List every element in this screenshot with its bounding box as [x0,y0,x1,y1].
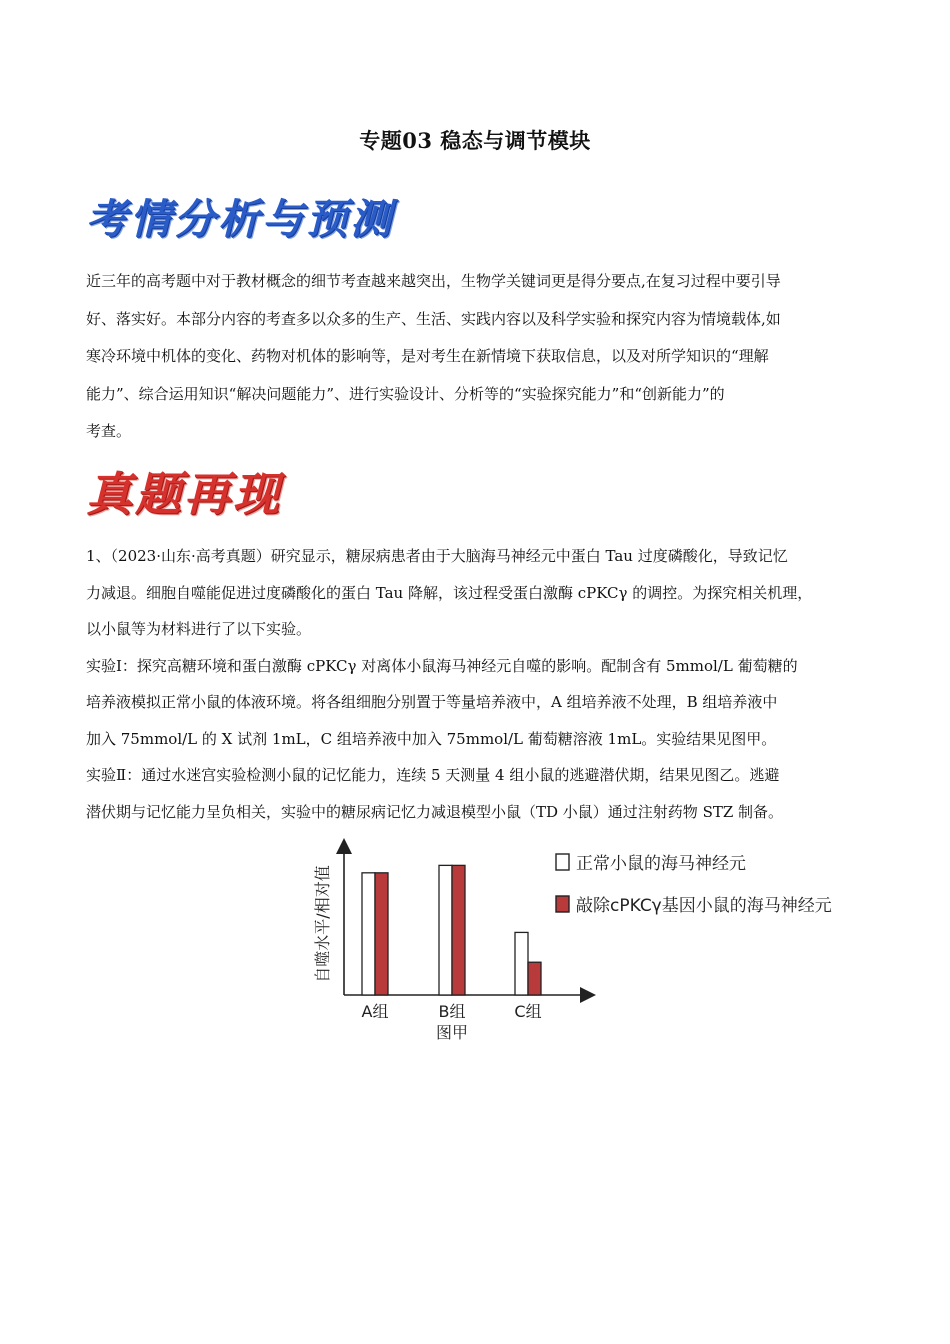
legend-swatch-normal [556,854,569,870]
intro-line: 近三年的高考题中对于教材概念的细节考查越来越突出，生物学关键词更是得分要点,在复习过程中要引导 [86,272,781,290]
question-paragraph [86,538,866,830]
question-line: 力减退。细胞自噬能促进过度磷酸化的蛋白 Tau 降解，该过程受蛋白激酶 cPKCγ 的调控。为探究相关机理， [86,583,813,602]
bar-knockout-b [452,865,465,995]
question-line: 实验Ⅰ：探究高糖环境和蛋白激酶 cPKCγ 对离体小鼠海马神经元自噬的影响。配制含有 5mmol/L 葡萄糖的 [86,656,798,675]
bar-knockout-c [528,962,541,995]
legend-swatch-knockout [556,896,569,912]
question-line: 1、（2023·山东·高考真题）研究显示，糖尿病患者由于大脑海马神经元中蛋白 Tau 过度磷酸化，导致记忆 [86,547,788,565]
bar-normal-b [439,865,452,995]
question-line: 实验Ⅱ：通过水迷宫实验检测小鼠的记忆能力，连续 5 天测量 4 组小鼠的逃避潜伏期，结果见图乙。逃避 [86,766,780,784]
tick-label-b: B组 [438,1002,466,1021]
tick-label-a: A组 [361,1002,389,1021]
figure-jia-bar-chart [300,838,880,1048]
intro-paragraph [86,263,866,451]
bar-knockout-a [375,873,388,995]
y-axis-label: 自噬水平/相对值 [313,865,332,983]
section-banner-analysis: 考情分析与预测 [86,195,394,243]
question-line: 潜伏期与记忆能力呈负相关，实验中的糖尿病记忆力减退模型小鼠（TD 小鼠）通过注射药物 STZ 制备。 [86,802,784,821]
page-title: 专题03 稳态与调节模块 [359,128,591,153]
section-banner-past-exams: 真题再现 [86,467,282,521]
intro-line: 好、落实好。本部分内容的考查多以众多的生产、生活、实践内容以及科学实验和探究内容为情境载体,如 [86,309,781,328]
question-line: 培养液模拟正常小鼠的体液环境。将各组细胞分别置于等量培养液中，A 组培养液不处理，B 组培养液中 [86,693,778,711]
question-line: 加入 75mmol/L 的 X 试剂 1mL，C 组培养液中加入 75mmol/L 葡萄糖溶液 1mL。实验结果见图甲。 [86,729,777,748]
bar-normal-a [362,873,375,995]
intro-line: 能力”、综合运用知识“解决问题能力”、进行实验设计、分析等的“实验探究能力”和“创新能力”的 [86,384,725,403]
legend-label-knockout: 敲除cPKCγ基因小鼠的海马神经元 [576,896,832,916]
figure-caption: 图甲 [435,1023,469,1042]
intro-line: 考查。 [86,422,132,440]
intro-line: 寒冷环境中机体的变化、药物对机体的影响等，是对考生在新情境下获取信息，以及对所学知识的“理解 [86,347,769,365]
bar-normal-c [515,932,528,995]
legend-label-normal: 正常小鼠的海马神经元 [576,854,746,874]
tick-label-c: C组 [514,1002,542,1021]
question-line: 以小鼠等为材料进行了以下实验。 [86,620,312,638]
